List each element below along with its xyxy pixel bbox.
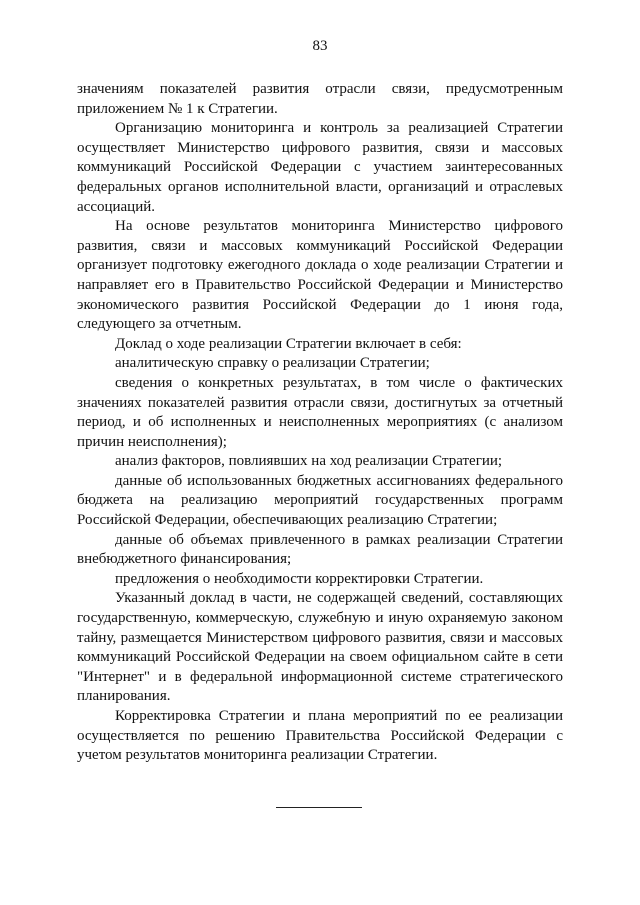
page-number: 83 — [312, 38, 328, 54]
paragraph-annual-report: На основе результатов мониторинга Министерство цифрового развития, связи и массовых коммуникаций Российской Федерации организует подготовку ежегодного доклада о ходе реализации Стратегии и направляет его в Правительство Российской Федерации и Министерство экономического развития Российской Федерации до 1 июня года, следующего за отчетным. — [77, 218, 563, 333]
paragraph-monitoring-organization: Организацию мониторинга и контроль за реализацией Стратегии осуществляет Министерство цифрового развития, связи и массовых коммуникаций Российской Федерации с участием заинтересованных федеральных органов исполнительной власти, организаций и отраслевых ассоциаций. — [77, 120, 563, 215]
paragraph-strategy-adjustment: Корректировка Стратегии и плана мероприятий по ее реализации осуществляется по решению Правительства Российской Федерации с учетом результатов мониторинга реализации Стратегии. — [77, 708, 563, 764]
paragraph-report-publication: Указанный доклад в части, не содержащей сведений, составляющих государственную, коммерческую, служебную и иную охраняемую законом тайну, размещается Министерством цифрового развития, связи и массовых коммуникаций Российской Федерации на своем официальном сайте в сети "Интернет" и в федеральной информационной системе стратегического планирования. — [77, 590, 563, 705]
document-body — [77, 80, 563, 766]
list-item-analytical-note: аналитическую справку о реализации Стратегии; — [115, 355, 430, 372]
paragraph-report-contents-intro: Доклад о ходе реализации Стратегии включает в себя: — [115, 335, 462, 352]
list-item-results-info: сведения о конкретных результатах, в том числе о фактических значениях показателей развития отрасли связи, достигнутых за отчетный период, и об исполненных и неисполненных мероприятиях (с анализом причин неисполнения); — [77, 374, 563, 450]
list-item-adjustment-proposals: предложения о необходимости корректировки Стратегии. — [115, 570, 484, 587]
paragraph-continuation: значениям показателей развития отрасли связи, предусмотренным приложением № 1 к Стратегии. — [77, 81, 563, 117]
list-item-extrabudgetary-data: данные об объемах привлеченного в рамках реализации Стратегии внебюджетного финансирования; — [77, 531, 563, 568]
list-item-factors-analysis: анализ факторов, повлиявших на ход реализации Стратегии; — [115, 453, 503, 470]
list-item-budget-data: данные об использованных бюджетных ассигнованиях федерального бюджета на реализацию мероприятий государственных программ Российской Федерации, обеспечивающих реализацию Стратегии; — [77, 472, 563, 529]
end-of-document-rule — [276, 807, 362, 808]
